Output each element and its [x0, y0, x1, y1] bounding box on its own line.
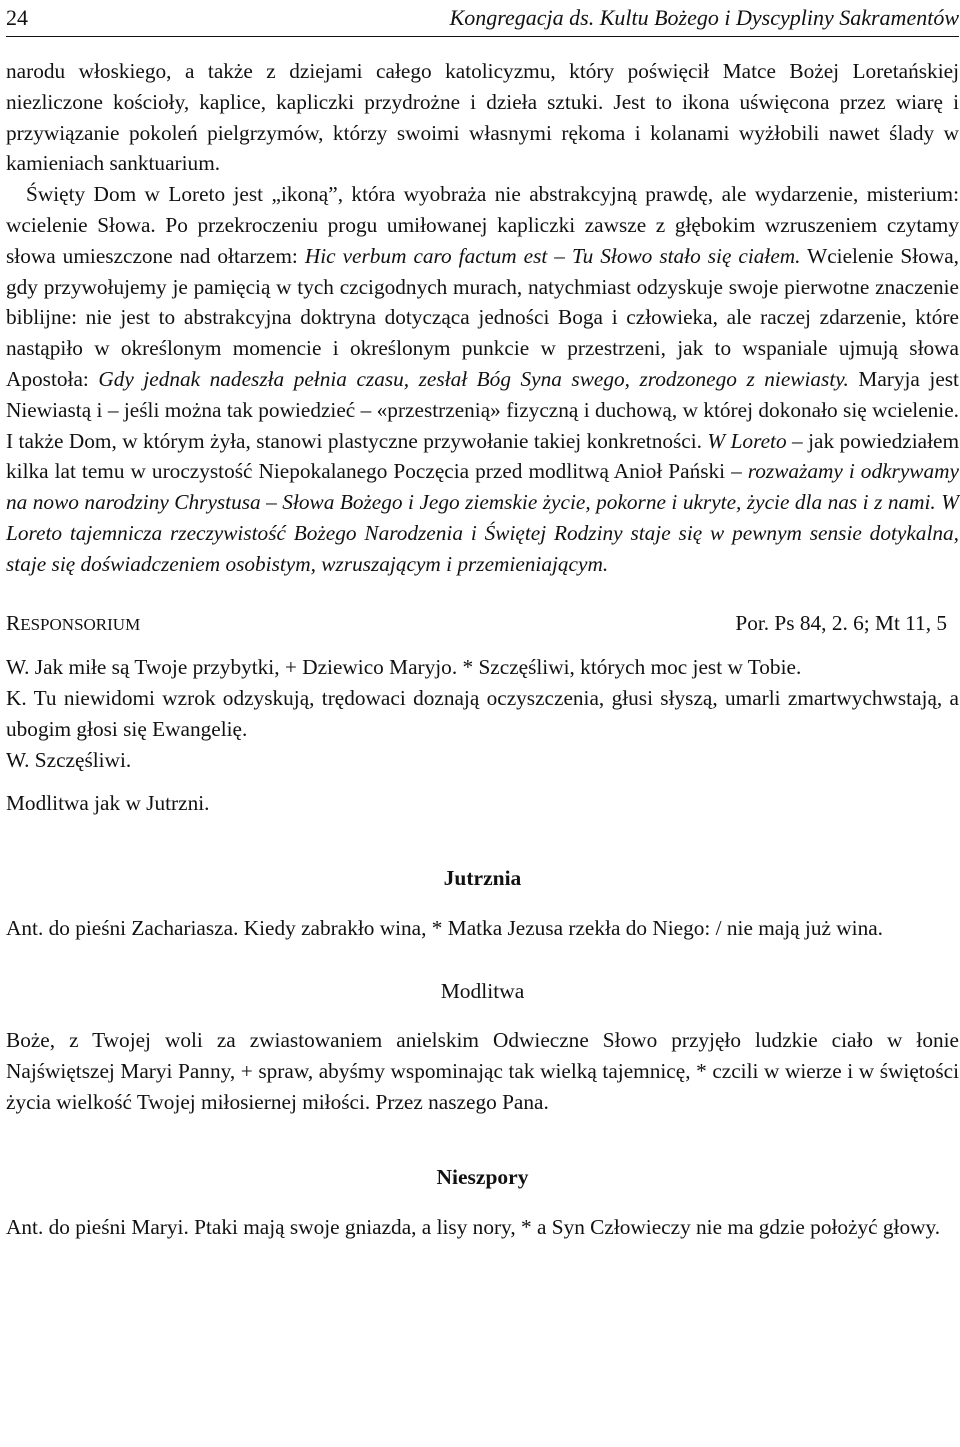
jutrznia-antiphon: Ant. do pieśni Zachariasza. Kiedy zabrakło wina, * Matka Jezusa rzekła do Niego: / nie mają już wina.	[6, 915, 883, 940]
responsorium-heading	[6, 608, 959, 640]
body-text	[6, 56, 959, 580]
responsorium-text	[6, 652, 959, 776]
responsorium-versicle: W. Jak miłe są Twoje przybytki, + Dziewico Maryjo. * Szczęśliwi, których moc jest w Tobie.	[6, 654, 802, 679]
angelus-quote: rozważamy i odkrywamy na nowo narodziny Chrystusa – Słowa Bożego i Jego ziemskie życie, pokorne i ukryte, życie dla nas i z nami. W Loreto tajemnicza rzeczywistość Bożego Narodzenia i Świętej Rodziny staje się w pewnym sensie dotykalna, staje się doświadczeniem osobistym, wzruszającym i przemieniającym.	[6, 459, 959, 576]
nieszpory-antiphon: Ant. do pieśni Maryi. Ptaki mają swoje gniazda, a lisy nory, * a Syn Człowieczy nie ma gdzie położyć głowy.	[6, 1214, 941, 1239]
running-header	[6, 0, 959, 37]
paragraph-2: Święty Dom w Loreto jest „ikoną”, która wyobraża nie abstrakcyjną prawdę, ale wydarzenie, misterium: wcielenie Słowa. Po przekroczeniu progu umiłowanej kapliczki zawsze z głębokim wzruszeniem czytamy słowa umieszczone nad ołtarzem: Hic verbum caro factum est – Tu Słowo stało się ciałem. Wcielenie Słowa, gdy przywołujemy je pamięcią w tych czcigodnych murach, natychmiast odzyskuje swoje pierwotne znaczenie biblijne: nie jest to abstrakcyjna doktryna dotycząca jedności Boga i człowieka, ale raczej zdarzenie, które nastąpiło w określonym momencie i określonym punkcie w przestrzeni, jak to wspaniale ujmują słowa Apostoła: Gdy jednak nadeszła pełnia czasu, zesłał Bóg Syna swego, zrodzonego z niewiasty. Maryja jest Niewiastą i – jeśli można tak powiedzieć – «przestrzenią» fizyczną i duchową, w której dokonało się wcielenie. I także Dom, w którym żyła, stanowi plastyczne przywołanie takiej konkretności. W Loreto – jak powiedziałem kilka lat temu w uroczystość Niepokalanego Poczęcia przed modlitwą Anioł Pański – rozważamy i odkrywamy na nowo narodziny Chrystusa – Słowa Bożego i Jego ziemskie życie, pokorne i ukryte, życie dla nas i z nami. W Loreto tajemnicza rzeczywistość Bożego Narodzenia i Świętej Rodziny staje się w pewnym sensie dotykalna, staje się doświadczeniem osobistym, wzruszającym i przemieniającym.	[6, 182, 960, 576]
prayer-note: Modlitwa jak w Jutrzni.	[6, 790, 210, 815]
paragraph-1: narodu włoskiego, a także z dziejami całego katolicyzmu, który poświęcił Matce Bożej Loretańskiej niezliczone kościoły, kaplice, kapliczki przydrożne i dzieła sztuki. Jest to ikona uświęcona przez wiarę i przywiązanie pokoleń pielgrzymów, którzy swoimi własnymi rękoma i kolanami wyżłobili nawet ślady w kamieniach sanktuarium.	[6, 59, 959, 176]
prayer-title: Modlitwa	[440, 978, 525, 1003]
responsorium-reference: Por. Ps 84, 2. 6; Mt 11, 5	[735, 610, 947, 635]
apostle-quote: Gdy jednak nadeszła pełnia czasu, zesłał Bóg Syna swego, zrodzonego z niewiasty.	[98, 366, 849, 391]
document-page	[6, 0, 959, 1243]
section-title-nieszpory: Nieszpory	[436, 1164, 529, 1189]
section-title-jutrznia: Jutrznia	[443, 865, 522, 890]
responsorium-response: K. Tu niewidomi wzrok odzyskują, trędowaci doznają oczyszczenia, głusi słyszą, umarli zmartwychwstają, a ubogim głosi się Ewangelię.	[6, 685, 959, 741]
responsorium-title: RESPONSORIUM	[6, 610, 141, 635]
inscription-quote: Hic verbum caro factum est – Tu Słowo stało się ciałem.	[304, 243, 801, 268]
jutrznia-prayer: Boże, z Twojej woli za zwiastowaniem anielskim Odwieczne Słowo przyjęło ludzkie ciało w łonie Najświętszej Maryi Panny, + spraw, abyśmy wspominając tak wielką tajemnicę, * czcili w wierze i w świętości życia wielkość Twojej miłosiernej miłości. Przez naszego Pana.	[6, 1027, 959, 1114]
page-number: 24	[6, 5, 28, 30]
running-title: Kongregacja ds. Kultu Bożego i Dyscypliny Sakramentów	[449, 5, 959, 30]
responsorium-repeat: W. Szczęśliwi.	[6, 747, 132, 772]
